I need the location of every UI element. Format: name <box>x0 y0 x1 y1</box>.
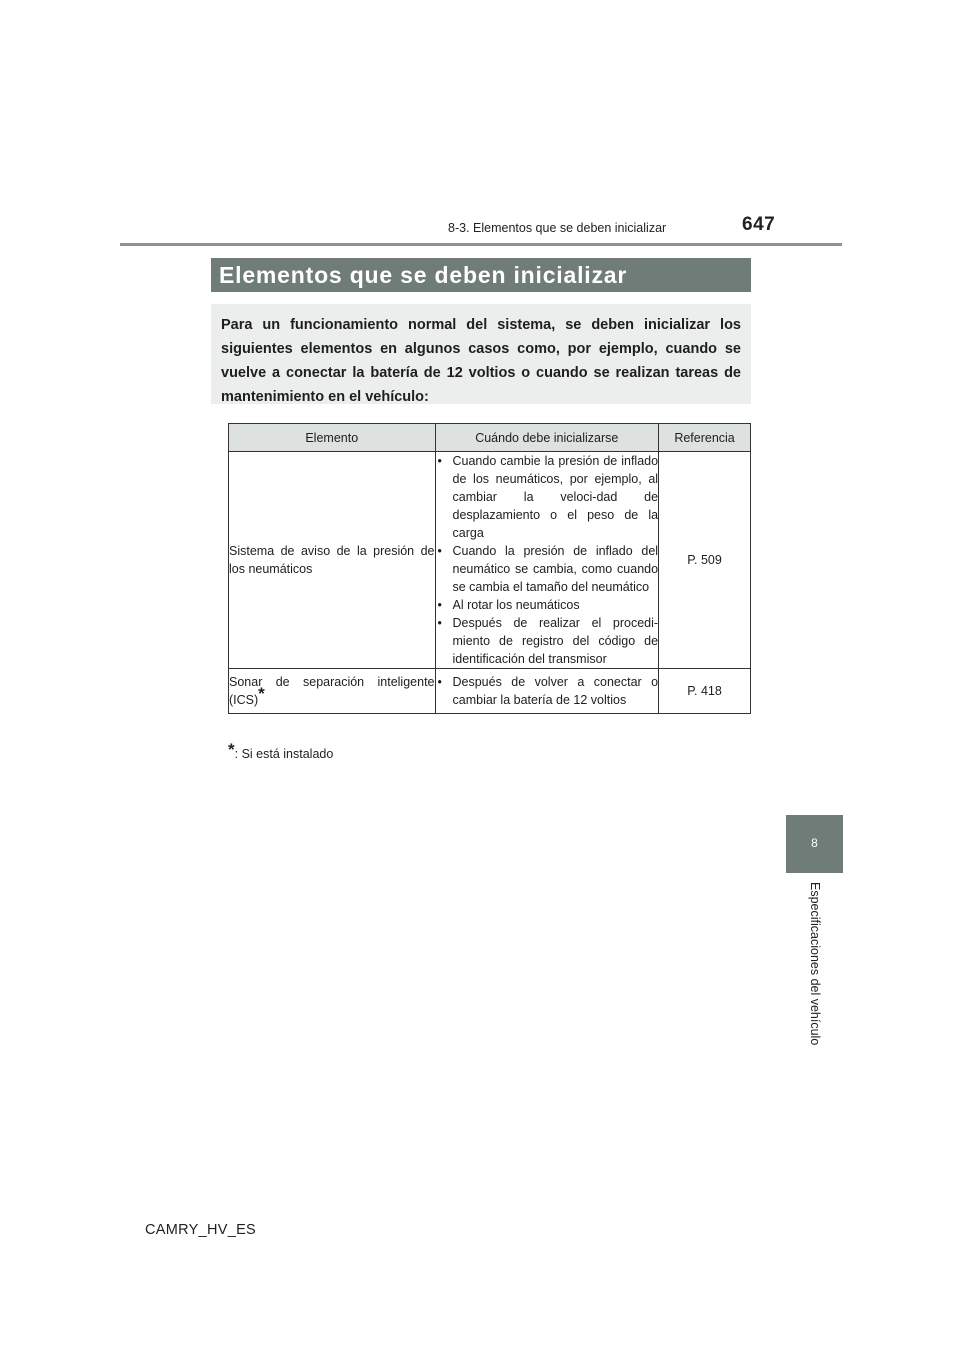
when-cell <box>435 452 659 669</box>
item-label: Sonar de separación inteligente (ICS) <box>229 675 435 707</box>
chapter-label: Especificaciones del vehículo <box>808 882 822 1046</box>
column-header-when: Cuándo debe inicializarse <box>435 424 659 452</box>
initialization-table <box>228 423 751 714</box>
intro-paragraph: Para un funcionamiento normal del sistema, se deben inicializar los siguientes elementos en algunos casos como, por ejemplo, cuando se vuelve a conectar la batería de 12 voltios o cuando se realizan tareas de mantenimiento en el vehículo: <box>211 304 751 404</box>
footnote <box>228 740 333 761</box>
table-row <box>229 669 751 714</box>
document-code: CAMRY_HV_ES <box>145 1222 257 1238</box>
column-header-reference: Referencia <box>659 424 751 452</box>
chapter-tab <box>786 815 843 873</box>
list-item: • Después de volver a conectar o cambiar la batería de 12 voltios <box>436 673 659 709</box>
reference-cell: P. 418 <box>659 669 751 714</box>
list-item: • Cuando cambie la presión de inflado de los neumáticos, por ejemplo, al cambiar la veloci-dad de desplazamiento o el peso de la carga <box>436 452 659 542</box>
page-number: 647 <box>742 214 776 235</box>
footnote-asterisk: * <box>228 740 235 759</box>
when-list <box>436 673 659 709</box>
reference-cell: P. 509 <box>659 452 751 669</box>
footnote-marker: * <box>258 683 265 703</box>
list-item: • Cuando la presión de inflado del neumático se cambia, como cuando se cambia el tamaño del neumático <box>436 542 659 596</box>
table-header-row <box>229 424 751 452</box>
when-list <box>436 452 659 668</box>
page-title: Elementos que se deben inicializar <box>211 258 751 292</box>
list-item: • Después de realizar el procedi-miento de registro del código de identificación del transmisor <box>436 614 659 668</box>
list-item: • Al rotar los neumáticos <box>436 596 659 614</box>
table-row <box>229 452 751 669</box>
header-divider <box>120 243 842 246</box>
when-cell <box>435 669 659 714</box>
item-cell <box>229 669 436 714</box>
column-header-item: Elemento <box>229 424 436 452</box>
chapter-number: 8 <box>811 836 818 850</box>
footnote-text: : Si está instalado <box>234 747 334 761</box>
header-section-title: 8-3. Elementos que se deben inicializar <box>448 221 667 235</box>
item-cell: Sistema de aviso de la presión de los neumáticos <box>229 452 436 669</box>
